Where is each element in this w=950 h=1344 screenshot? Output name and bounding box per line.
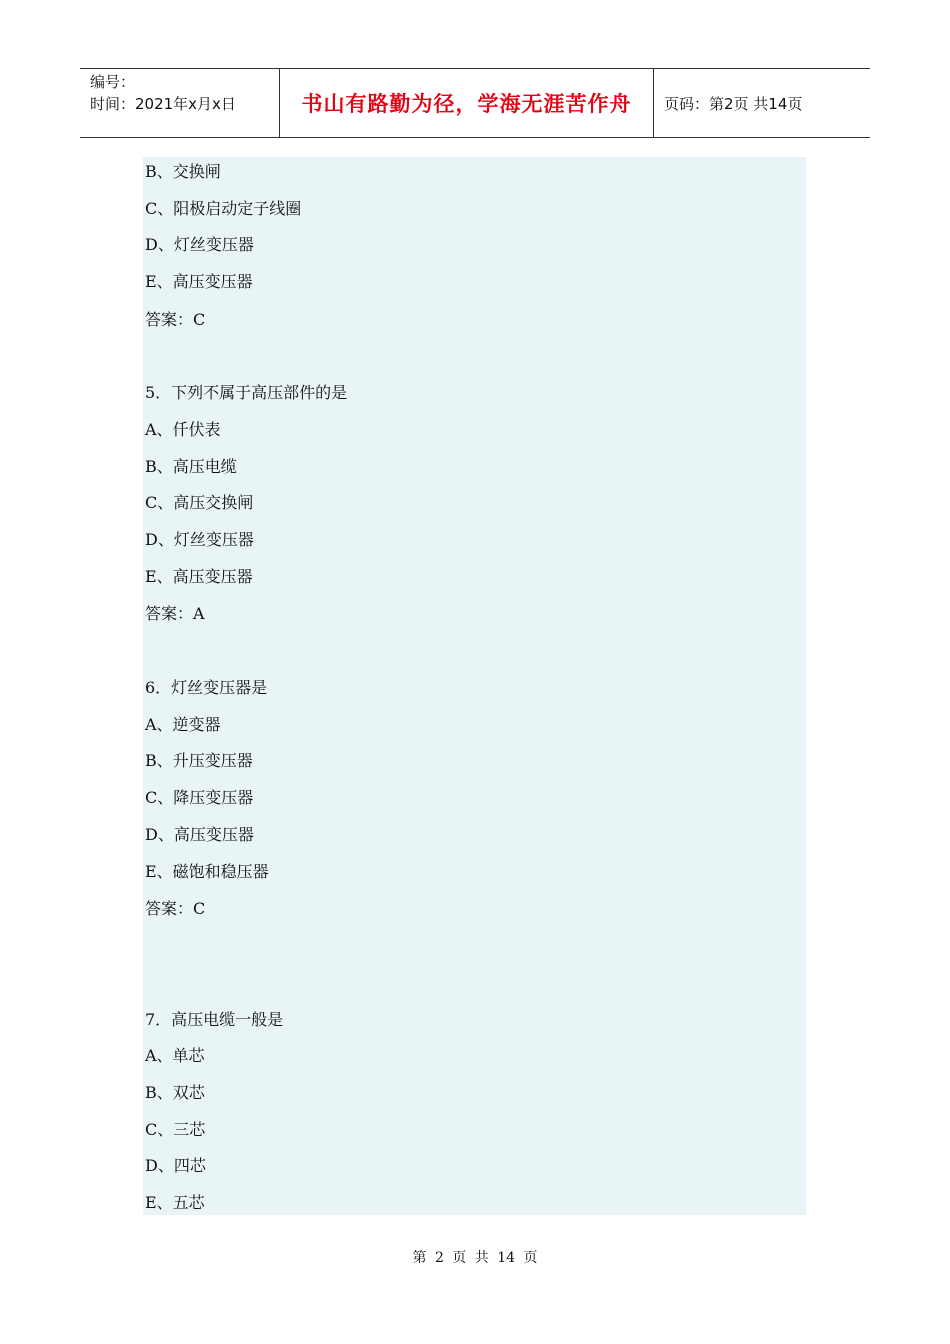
option-line: E、高压变压器: [145, 567, 253, 586]
option-line: A、单芯: [145, 1046, 205, 1065]
answer-line: 答案：A: [145, 604, 205, 623]
option-line: B、高压电缆: [145, 457, 237, 476]
option-line: E、高压变压器: [145, 272, 253, 291]
header-meta: [80, 69, 280, 137]
option-line: C、阳极启动定子线圈: [145, 199, 302, 218]
code-label: 编号：: [90, 73, 136, 91]
option-line: D、四芯: [145, 1156, 206, 1175]
option-line: E、磁饱和稳压器: [145, 862, 269, 881]
answer-line: 答案：C: [145, 899, 206, 918]
answer-line: 答案：C: [145, 310, 206, 329]
option-line: D、高压变压器: [145, 825, 254, 844]
question-line: 6．灯丝变压器是: [145, 678, 268, 697]
option-line: C、降压变压器: [145, 788, 254, 807]
header-page-info: 页码：第2页 共14页: [664, 94, 803, 113]
question-content: [143, 157, 806, 1215]
question-line: 7．高压电缆一般是: [145, 1010, 284, 1029]
option-line: E、五芯: [145, 1193, 205, 1212]
option-line: D、灯丝变压器: [145, 235, 254, 254]
page-footer: 第 2 页 共 14 页: [412, 1250, 538, 1266]
option-line: B、双芯: [145, 1083, 205, 1102]
option-line: C、高压交换闸: [145, 493, 254, 512]
option-line: A、逆变器: [145, 715, 221, 734]
option-line: C、三芯: [145, 1120, 206, 1139]
time-label: 时间：2021年x月x日: [90, 95, 236, 113]
option-line: B、升压变压器: [145, 751, 253, 770]
option-line: A、仟伏表: [145, 420, 221, 439]
question-line: 5．下列不属于高压部件的是: [145, 383, 348, 402]
header-motto-cell: [280, 69, 654, 137]
header-page-info-cell: [654, 69, 870, 137]
header-motto: 书山有路勤为径，学海无涯苦作舟: [301, 92, 632, 116]
option-line: D、灯丝变压器: [145, 530, 254, 549]
option-line: B、交换闸: [145, 162, 221, 181]
page-header: [80, 68, 870, 138]
